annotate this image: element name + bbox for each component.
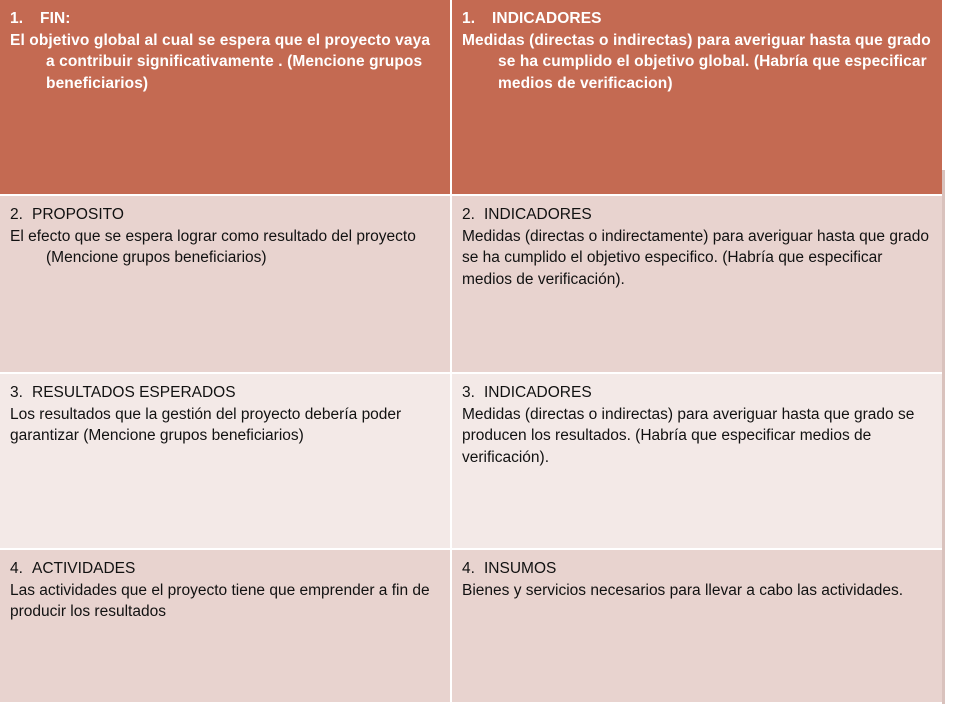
cell-number: 1. (462, 10, 476, 27)
table-edge-shadow (942, 170, 945, 704)
cell-title: 4. INSUMOS (462, 558, 932, 580)
cell-number: 2. (10, 206, 23, 223)
cell-text: Los resultados que la gestión del proyecto debería poder garantizar (Mencione grupos beneficiarios) (10, 405, 402, 444)
cell-number: 2. (462, 206, 475, 223)
cell-title: 1. FIN: (10, 8, 440, 30)
cell-actividades (0, 550, 452, 704)
cell-title: 3. RESULTADOS ESPERADOS (10, 382, 440, 404)
cell-number: 4. (10, 560, 23, 577)
cell-number: 4. (462, 560, 475, 577)
cell-title: 2. PROPOSITO (10, 204, 440, 226)
cell-fin (0, 0, 452, 196)
cell-proposito (0, 196, 452, 374)
cell-text: Medidas (directas o indirectas) para averiguar hasta que grado se ha cumplido el objetivo global. (Habría que especificar medios de verificacion) (462, 31, 931, 92)
cell-number: 3. (462, 384, 475, 401)
cell-text: Bienes y servicios necesarios para llevar a cabo las actividades. (462, 581, 904, 599)
cell-resultados-esperados (0, 374, 452, 550)
cell-title: 2. INDICADORES (462, 204, 932, 226)
cell-title: 3. INDICADORES (462, 382, 932, 404)
cell-number: 1. (10, 10, 24, 27)
cell-text: El objetivo global al cual se espera que el proyecto vaya a contribuir significativamente . (Mencione grupos beneficiarios) (10, 31, 431, 92)
cell-number: 3. (10, 384, 23, 401)
cell-insumos (452, 550, 942, 704)
cell-text: Medidas (directas o indirectamente) para averiguar hasta que grado se ha cumplido el objetivo especifico. (Habría que especificar medios de verificación). (462, 227, 929, 288)
cell-text: Medidas (directas o indirectas) para averiguar hasta que grado se producen los resultados. (Habría que especificar medios de verificación). (462, 405, 915, 466)
cell-text: Las actividades que el proyecto tiene que emprender a fin de producir los resultados (10, 581, 430, 620)
cell-indicadores-fin (452, 0, 942, 196)
cell-indicadores-resultados (452, 374, 942, 550)
cell-indicadores-proposito (452, 196, 942, 374)
cell-title: 1. INDICADORES (462, 8, 932, 30)
cell-title: 4. ACTIVIDADES (10, 558, 440, 580)
cell-text: El efecto que se espera lograr como resultado del proyecto (Mencione grupos beneficiarios) (10, 227, 416, 266)
